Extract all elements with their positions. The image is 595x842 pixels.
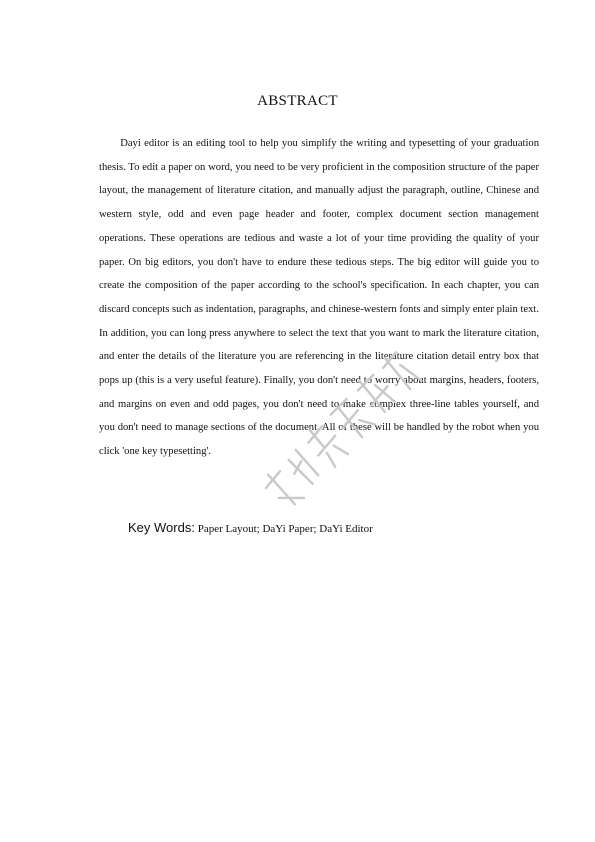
keywords-values: Paper Layout; DaYi Paper; DaYi Editor <box>194 523 373 535</box>
keywords-line <box>128 519 548 537</box>
keywords-label: Key Words: <box>128 520 195 535</box>
abstract-title: ABSTRACT <box>257 93 338 109</box>
abstract-body: Dayi editor is an editing tool to help you simplify the writing and typesetting of your graduation thesis. To edit a paper on word, you need to be very proficient in the composition structure of the paper layout, the management of literature citation, and manually adjust the paragraph, outline, Chinese and western style, odd and even page header and footer, complex document section management operations. These operations are tedious and waste a lot of your time providing the quality of your paper. On big editors, you don't have to endure these tedious steps. The big editor will guide you to create the composition of the paper according to the school's specification. In each chapter, you can discard concepts such as indentation, paragraphs, and chinese-western fonts and simply enter plain text. In addition, you can long press anywhere to select the text that you want to mark the literature citation, and enter the details of the literature you are referencing in the literature citation detail entry box that pops up (this is a very useful feature). Finally, you don't need to worry about margins, headers, footers, and margins on even and odd pages, you don't need to make complex three-line tables yourself, and you don't need to manage sections of the document. All of these will be handled by the robot when you click 'one key typesetting'. <box>99 138 539 458</box>
